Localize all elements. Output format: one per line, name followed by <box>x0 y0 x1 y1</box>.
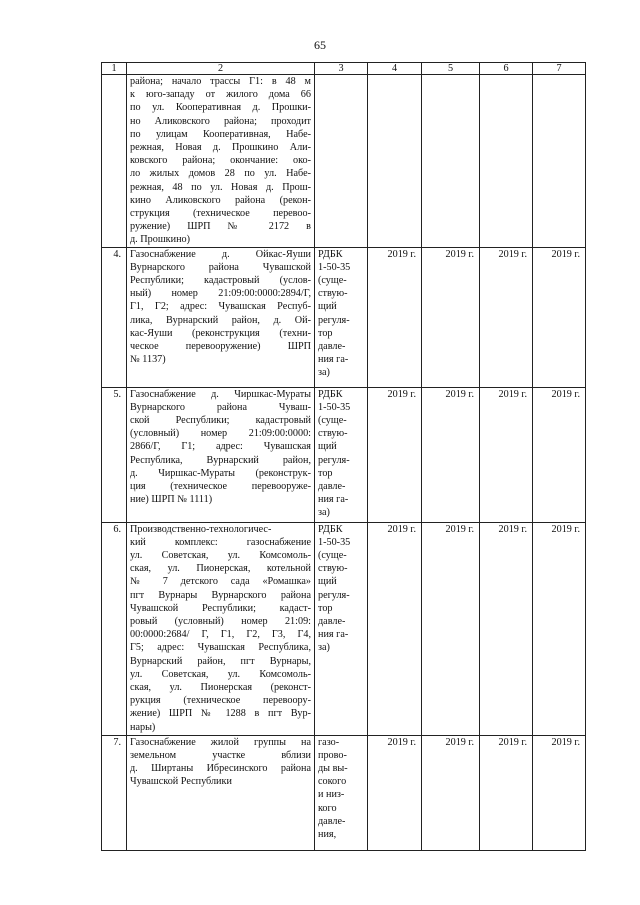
description-line: земельном участке вблизи <box>130 749 311 761</box>
description-line: 00:0000:2684/ Г, Г1, Г2, Г3, Г4, <box>130 629 311 641</box>
table-row <box>102 75 586 248</box>
year-cell: 2019 г. <box>368 247 422 387</box>
parameter-line: за) <box>318 642 330 654</box>
parameter-line: 1-50-35 <box>318 261 351 273</box>
description-line: лика, Вурнарский район, д. Ой- <box>130 314 311 326</box>
parameter-line: ния га- <box>318 494 349 506</box>
technical-parameters <box>315 522 368 735</box>
year-cell <box>533 75 586 248</box>
description-line: д. Ширтаны Ибресинского района <box>130 763 311 775</box>
description-line: нары) <box>130 721 156 733</box>
year-cell: 2019 г. <box>422 522 480 735</box>
year-cell: 2019 г. <box>368 387 422 522</box>
object-description <box>127 387 315 522</box>
technical-parameters <box>315 387 368 522</box>
description-line: жение) ШРП № 1288 в пгт Вур- <box>130 708 311 720</box>
year-cell: 2019 г. <box>533 735 586 850</box>
parameter-line: регуля- <box>318 454 350 466</box>
parameter-line: регуля- <box>318 589 350 601</box>
parameter-line: давле- <box>318 815 346 827</box>
description-line: ул. Советская, ул. Комсомоль- <box>130 550 311 562</box>
description-line: Чувашской Республики <box>130 776 232 788</box>
parameter-line: за) <box>318 507 330 519</box>
description-line: ружение) ШРП № 2172 в <box>130 221 311 233</box>
description-line: струкция (техническое перевоо- <box>130 208 311 220</box>
description-line: Г1, Г2; адрес: Чувашская Респуб- <box>130 301 311 313</box>
parameter-line: ния га- <box>318 354 349 366</box>
parameter-line: щий <box>318 301 337 313</box>
year-cell: 2019 г. <box>422 247 480 387</box>
object-description <box>127 735 315 850</box>
description-line: Вурнарского района Чувашской <box>130 261 311 273</box>
year-cell: 2019 г. <box>480 522 533 735</box>
table-row <box>102 387 586 522</box>
parameter-line: (суще- <box>318 550 347 562</box>
parameter-line: тор <box>318 467 333 479</box>
column-header: 7 <box>533 63 586 75</box>
parameter-line: 1-50-35 <box>318 401 351 413</box>
parameter-line: (суще- <box>318 275 347 287</box>
year-cell: 2019 г. <box>533 522 586 735</box>
year-cell <box>480 75 533 248</box>
description-line: ская, ул. Пионерская (реконст- <box>130 682 311 694</box>
description-line: ние) ШРП № 1111) <box>130 494 213 506</box>
year-cell: 2019 г. <box>422 387 480 522</box>
description-line: Чувашской Республики; кадаст- <box>130 602 311 614</box>
year-cell <box>422 75 480 248</box>
parameter-line: ствую- <box>318 428 348 440</box>
parameter-line: щий <box>318 576 337 588</box>
parameter-line: ды вы- <box>318 763 348 775</box>
table-row <box>102 247 586 387</box>
table-row <box>102 522 586 735</box>
year-cell: 2019 г. <box>533 247 586 387</box>
year-cell: 2019 г. <box>368 735 422 850</box>
year-cell: 2019 г. <box>480 387 533 522</box>
row-number <box>102 75 127 248</box>
table-row <box>102 735 586 850</box>
parameter-line: 1-50-35 <box>318 536 351 548</box>
description-line: 2866/Г, Г1; адрес: Чувашская <box>130 441 311 453</box>
parameter-line: ствую- <box>318 563 348 575</box>
year-cell: 2019 г. <box>368 522 422 735</box>
description-line: Вурнарского района Чуваш- <box>130 401 311 413</box>
parameter-line: РДБК <box>318 388 343 400</box>
document-table <box>101 62 586 851</box>
parameter-line: за) <box>318 367 330 379</box>
description-line: ская, ул. Пионерская, котельной <box>130 563 311 575</box>
description-line: кас-Яуши (реконструкция (техни- <box>130 327 311 339</box>
parameter-line: (суще- <box>318 415 347 427</box>
year-cell: 2019 г. <box>480 735 533 850</box>
description-line: ровый (условный) номер 21:09: <box>130 616 311 628</box>
parameter-line: ния, <box>318 829 337 841</box>
parameter-line: давле- <box>318 616 346 628</box>
column-header: 4 <box>368 63 422 75</box>
parameter-line: сокого <box>318 776 347 788</box>
description-line: района; начало трассы Г1: в 48 м <box>130 76 311 87</box>
column-header: 3 <box>315 63 368 75</box>
parameter-line: ствую- <box>318 288 348 300</box>
description-line: ло жилых домов 28 по ул. Набе- <box>130 168 311 180</box>
parameter-line: тор <box>318 602 333 614</box>
description-line: ковского района; окончание: око- <box>130 155 311 167</box>
description-line: Газоснабжение жилой группы на <box>130 736 311 748</box>
column-header: 2 <box>127 63 315 75</box>
description-line: Газоснабжение д. Чиршкас-Мураты <box>130 388 311 400</box>
description-line: Республика, Вурнарский район, <box>130 454 311 466</box>
description-line: (условный) номер 21:09:00:0000: <box>130 428 311 440</box>
column-header: 1 <box>102 63 127 75</box>
column-header: 6 <box>480 63 533 75</box>
description-line: кино Аликовского района (рекон- <box>130 194 311 206</box>
parameter-line: давле- <box>318 341 346 353</box>
description-line: ция (техническое перевооруже- <box>130 481 311 493</box>
parameter-line: РДБК <box>318 523 343 535</box>
description-line: № 7 детского сада «Ромашка» <box>130 576 311 588</box>
parameter-line: давле- <box>318 481 346 493</box>
description-line: Газоснабжение д. Ойкас-Яуши <box>130 248 311 260</box>
parameter-line: ния га- <box>318 629 349 641</box>
parameter-line: и низ- <box>318 789 345 801</box>
parameter-line: газо- <box>318 736 340 748</box>
description-line: по улицам Кооперативная, Набе- <box>130 128 311 140</box>
year-cell <box>368 75 422 248</box>
year-cell: 2019 г. <box>422 735 480 850</box>
description-line: ской Республики; кадастровый <box>130 415 311 427</box>
year-cell: 2019 г. <box>533 387 586 522</box>
column-header: 5 <box>422 63 480 75</box>
parameter-line: РДБК <box>318 248 343 260</box>
description-line: но Аликовского района; проходит <box>130 115 311 127</box>
parameter-line: щий <box>318 441 337 453</box>
row-number: 4. <box>102 247 127 387</box>
description-line: д. Чиршкас-Мураты (реконструк- <box>130 467 311 479</box>
object-description <box>127 75 315 248</box>
description-line: ный) номер 21:09:00:0000:2894/Г, <box>130 288 311 300</box>
technical-parameters <box>315 247 368 387</box>
table-body <box>102 75 586 851</box>
description-line: кий комплекс: газоснабжение <box>130 536 311 548</box>
table-header-row <box>102 63 586 75</box>
parameter-line: регуля- <box>318 314 350 326</box>
description-line: ул. Советская, ул. Комсомоль- <box>130 668 311 680</box>
description-line: по ул. Кооперативная д. Прошки- <box>130 102 311 114</box>
object-description <box>127 522 315 735</box>
description-line: пгт Вурнары Вурнарского района <box>130 589 311 601</box>
description-line: Вурнарский район, пгт Вурнары, <box>130 655 311 667</box>
parameter-line: прово- <box>318 749 347 761</box>
parameter-line: кого <box>318 802 337 814</box>
description-line: Производственно-технологичес- <box>130 523 272 535</box>
description-line: к юго-западу от жилого дома 66 <box>130 89 311 101</box>
description-line: Г5; адрес: Чувашская Республика, <box>130 642 311 654</box>
technical-parameters <box>315 75 368 248</box>
description-line: ческое перевооружение) ШРП <box>130 341 311 353</box>
technical-parameters <box>315 735 368 850</box>
description-line: № 1137) <box>130 354 166 366</box>
row-number: 6. <box>102 522 127 735</box>
page-number: 65 <box>314 38 326 52</box>
description-line: рукция (техническое перевоору- <box>130 695 311 707</box>
object-description <box>127 247 315 387</box>
description-line: режная, Новая д. Прошкино Али- <box>130 142 311 154</box>
parameter-line: тор <box>318 327 333 339</box>
row-number: 5. <box>102 387 127 522</box>
description-line: режная, 48 по ул. Новая д. Прош- <box>130 181 311 193</box>
row-number: 7. <box>102 735 127 850</box>
description-line: Республики; кадастровый (услов- <box>130 275 311 287</box>
description-line: д. Прошкино) <box>130 234 191 246</box>
year-cell: 2019 г. <box>480 247 533 387</box>
